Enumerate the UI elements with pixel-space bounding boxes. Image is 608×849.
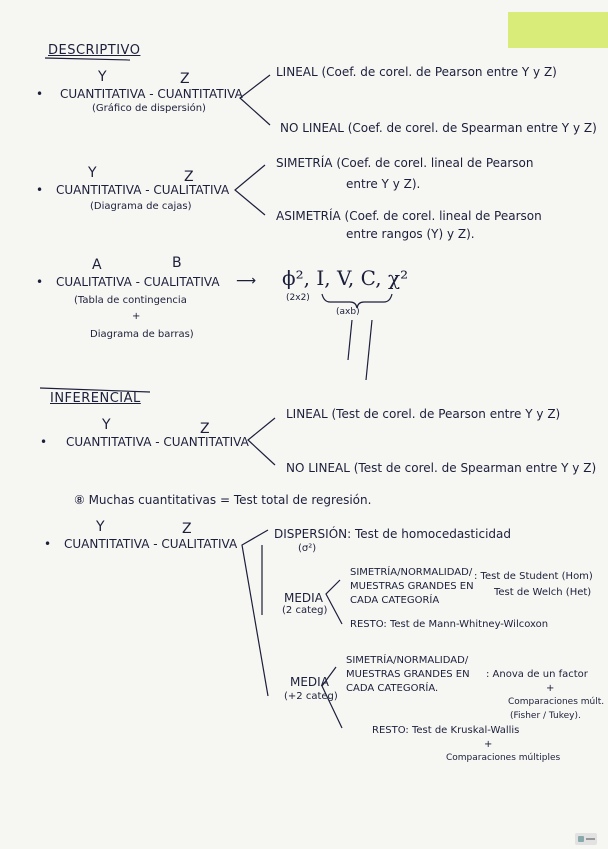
branch-lineal: LINEAL (Test de corel. de Pearson entre Y y Z): [286, 407, 561, 421]
media-2-categ-sub: (2 categ): [282, 605, 328, 616]
var-z: Z: [184, 169, 194, 185]
comparaciones-mult: Comparaciones múlt.: [508, 697, 605, 707]
branch-asimetria-2: entre rangos (Y) y Z).: [346, 227, 475, 241]
item-label: CUANTITATIVA - CUANTITATIVA: [66, 435, 249, 449]
media-3-categ-sub: (+2 categ): [284, 691, 338, 702]
inferencial-heading: INFERENCIAL: [50, 391, 141, 406]
branch-no-lineal: NO LINEAL (Test de corel. de Spearman entre Y y Z): [286, 461, 597, 475]
item-label: CUANTITATIVA - CUANTITATIVA: [60, 87, 243, 101]
normalidad-l1: SIMETRÍA/NORMALIDAD/: [346, 655, 469, 666]
branch-asimetria: ASIMETRÍA (Coef. de corel. lineal de Pearson: [276, 209, 542, 223]
branch-lineal: LINEAL (Coef. de corel. de Pearson entre Y y Z): [276, 65, 557, 79]
mann-whitney: RESTO: Test de Mann-Whitney-Wilcoxon: [350, 619, 549, 630]
item-sub: (Diagrama de cajas): [90, 201, 192, 212]
welch-test: Test de Welch (Het): [494, 587, 592, 598]
regression-note: ⑧ Muchas cuantitativas = Test total de regresión.: [74, 493, 372, 507]
var-z: Z: [180, 71, 190, 87]
camscanner-logo: [575, 830, 597, 842]
student-test: : Test de Student (Hom): [474, 571, 593, 582]
var-y: Y: [102, 417, 111, 433]
dispersion-sub: (σ²): [298, 543, 317, 554]
anova: : Anova de un factor: [486, 669, 588, 680]
item-label: CUANTITATIVA - CUALITATIVA: [56, 183, 230, 197]
kruskal-wallis: RESTO: Test de Kruskal-Wallis: [372, 725, 520, 736]
normalidad-l1: SIMETRÍA/NORMALIDAD/: [350, 567, 473, 578]
bullet: •: [44, 537, 52, 551]
media-3-categ: MEDIA: [290, 675, 329, 689]
item-sub: (Tabla de contingencia: [74, 295, 187, 306]
association-stats: ϕ², I, V, C, χ²: [282, 266, 409, 290]
normalidad-l2: MUESTRAS GRANDES EN: [350, 581, 474, 592]
var-b: B: [172, 255, 182, 271]
var-y: Y: [88, 165, 97, 181]
arrow: ⟶: [236, 273, 257, 289]
var-y: Y: [96, 519, 105, 535]
fisher-tukey: (Fisher / Tukey).: [510, 711, 581, 721]
normalidad-l3: CADA CATEGORÍA.: [346, 683, 439, 694]
normalidad-l2: MUESTRAS GRANDES EN: [346, 669, 470, 680]
stats-note-2x2: (2x2): [286, 293, 310, 303]
bullet: •: [36, 275, 44, 289]
var-z: Z: [200, 421, 210, 437]
stats-note-axb: (axb): [336, 307, 360, 317]
item-sub-2: Diagrama de barras): [90, 329, 194, 340]
var-z: Z: [182, 521, 192, 537]
item-label: CUANTITATIVA - CUALITATIVA: [64, 537, 238, 551]
item-sub: (Gráfico de dispersión): [92, 103, 206, 114]
bullet: •: [36, 87, 44, 101]
branch-simetria: SIMETRÍA (Coef. de corel. lineal de Pearson: [276, 156, 534, 170]
plus-sign: +: [546, 683, 555, 694]
branch-simetria-2: entre Y y Z).: [346, 177, 421, 191]
item-label: CUALITATIVA - CUALITATIVA: [56, 275, 220, 289]
dispersion-branch: DISPERSIÓN: Test de homocedasticidad: [274, 527, 511, 541]
plus-sign: +: [484, 739, 493, 750]
bullet: •: [40, 435, 48, 449]
normalidad-l3: CADA CATEGORÍA: [350, 595, 440, 606]
comparaciones-multiples: Comparaciones múltiples: [446, 753, 561, 763]
var-y: Y: [98, 69, 107, 85]
branch-no-lineal: NO LINEAL (Coef. de corel. de Spearman entre Y y Z): [280, 121, 597, 135]
var-a: A: [92, 257, 102, 273]
plus-sign: +: [132, 311, 141, 322]
descriptivo-heading: DESCRIPTIVO: [48, 43, 141, 58]
media-2-categ: MEDIA: [284, 591, 323, 605]
bullet: •: [36, 183, 44, 197]
